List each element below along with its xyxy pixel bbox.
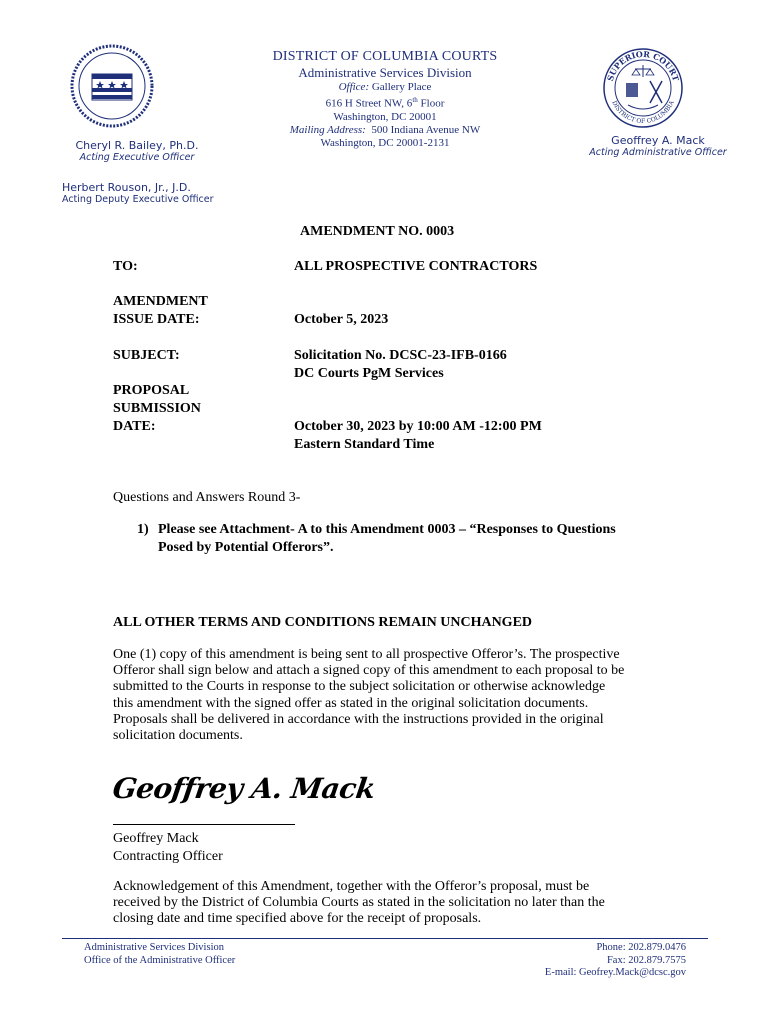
to-label: TO: bbox=[113, 259, 138, 274]
footer-left: Administrative Services Division Office of the Administrative Officer bbox=[84, 942, 236, 966]
amendment-title: AMENDMENT NO. 0003 bbox=[300, 224, 455, 239]
qa-item-text: Please see Attachment- A to this Amendment 0003 – “Responses to Questions Posed by Potential Offerors”. bbox=[158, 522, 616, 555]
signature-line bbox=[113, 824, 295, 825]
proposal-date-label: PROPOSAL SUBMISSION DATE: bbox=[113, 383, 201, 434]
dc-courts-seal-left bbox=[70, 44, 154, 128]
qa-item-number: 1) bbox=[137, 522, 149, 537]
signature-script: Geoffrey A. Mack bbox=[110, 772, 378, 805]
terms-heading: ALL OTHER TERMS AND CONDITIONS REMAIN UNCHANGED bbox=[113, 615, 533, 630]
footer-email[interactable]: E-mail: Geofrey.Mack@dcsc.gov bbox=[544, 967, 686, 979]
division-name: Administrative Services Division bbox=[298, 65, 472, 80]
deputy-official: Herbert Rouson, Jr., J.D. Acting Deputy Executive Officer bbox=[62, 181, 214, 205]
letterhead bbox=[200, 48, 570, 151]
office-line: Office: Gallery Place bbox=[338, 81, 432, 93]
proposal-date-value: October 30, 2023 by 10:00 AM -12:00 PM Eastern Standard Time bbox=[294, 419, 542, 452]
footer-right bbox=[545, 942, 686, 980]
footer-rule bbox=[62, 938, 708, 939]
qa-heading: Questions and Answers Round 3- bbox=[113, 490, 301, 505]
subject-value: Solicitation No. DCSC-23-IFB-0166 DC Courts PgM Services bbox=[294, 348, 507, 381]
signatory: Geoffrey Mack Contracting Officer bbox=[113, 831, 223, 864]
mailing-line: Mailing Address: 500 Indiana Avenue NW bbox=[289, 124, 481, 137]
subject-label: SUBJECT: bbox=[113, 348, 180, 363]
office-street: 616 H Street NW, 6th Floor bbox=[325, 96, 445, 110]
left-official: Cheryl R. Bailey, Ph.D. Acting Executive Officer bbox=[75, 139, 199, 163]
issue-date-label: AMENDMENT ISSUE DATE: bbox=[113, 294, 208, 327]
right-official: Geoffrey A. Mack Acting Administrative Officer bbox=[589, 134, 727, 158]
footer-fax: Fax: 202.879.7575 bbox=[606, 954, 686, 966]
to-value: ALL PROSPECTIVE CONTRACTORS bbox=[294, 259, 538, 274]
terms-paragraph: One (1) copy of this amendment is being sent to all prospective Offeror’s. The prospective Offeror shall sign below and attach a signed copy of this amendment to each proposal to be submitted to the Courts in response to the subject solicitation or otherwise acknowledge this amendment with the signed offer as stated in the original solicitation documents. Proposals shall be delivered in accordance with the instructions provided in the original solicitation documents. bbox=[113, 647, 625, 744]
org-name: DISTRICT OF COLUMBIA COURTS bbox=[272, 49, 498, 64]
svg-text:DISTRICT OF COLUMBIA: DISTRICT OF COLUMBIA bbox=[610, 99, 676, 126]
mailing-city: Washington, DC 20001-2131 bbox=[320, 137, 450, 150]
superior-court-seal-right bbox=[602, 47, 684, 129]
office-city: Washington, DC 20001 bbox=[333, 111, 437, 124]
acknowledgement-paragraph: Acknowledgement of this Amendment, together with the Offeror’s proposal, must be received by the District of Columbia Courts as stated in the solicitation no later than the closing date and time specified above for the receipt of proposals. bbox=[113, 879, 605, 927]
issue-date-value: October 5, 2023 bbox=[294, 312, 389, 327]
footer-phone: Phone: 202.879.0476 bbox=[596, 942, 686, 953]
svg-text:SUPERIOR COURT: SUPERIOR COURT bbox=[604, 48, 682, 83]
